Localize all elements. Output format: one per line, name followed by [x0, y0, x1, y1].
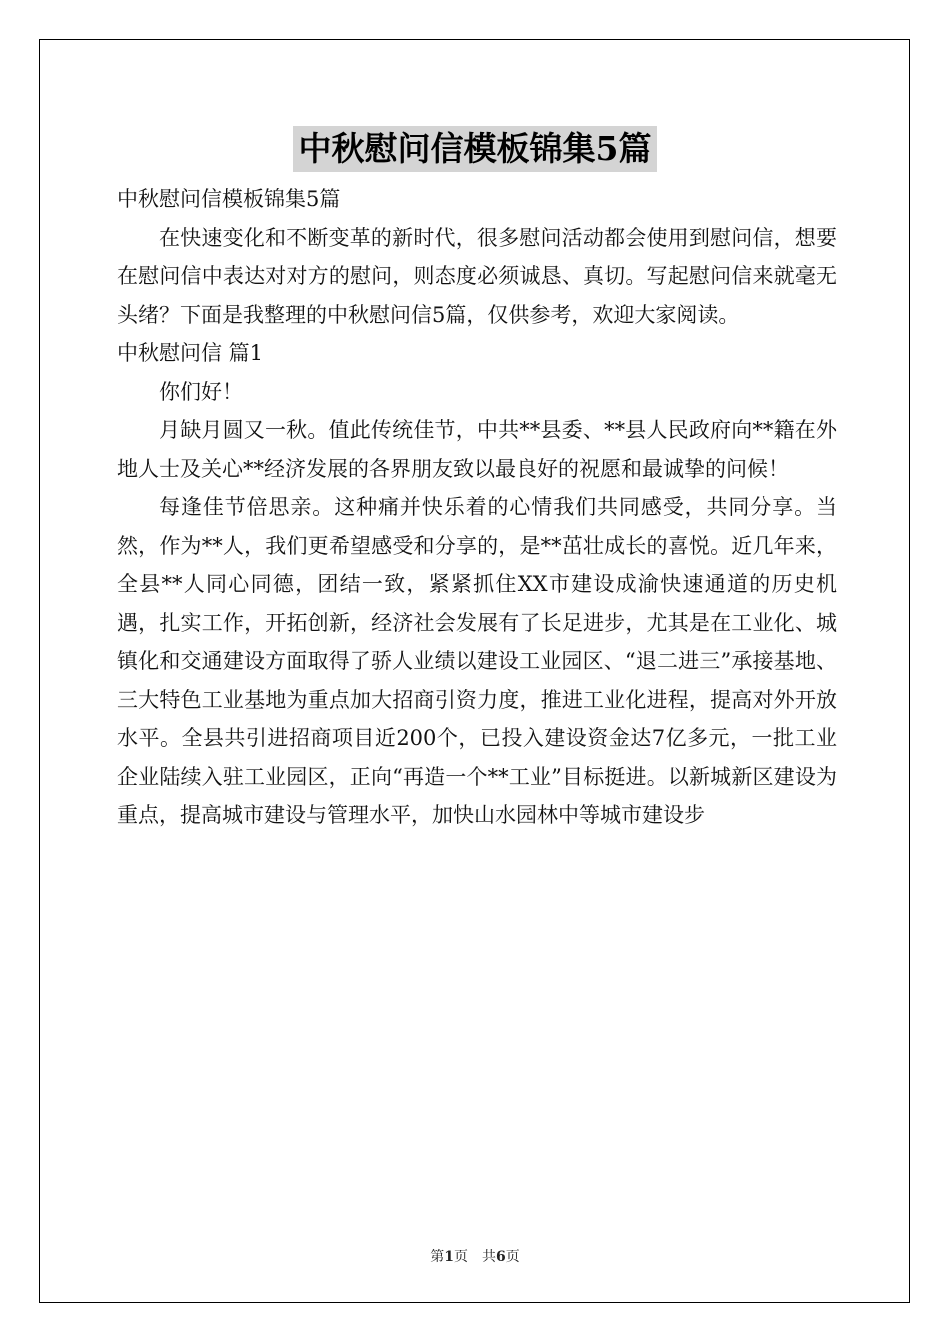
page-footer — [0, 1246, 950, 1266]
paragraph-1: 月缺月圆又一秋。值此传统佳节，中共**县委、**县人民政府向**籍在外地人士及关心**经济发展的各界朋友致以最良好的祝愿和最诚挚的问候！ — [117, 418, 837, 481]
footer-suffix: 页 — [505, 1249, 520, 1265]
title-block — [0, 126, 950, 172]
document-subtitle: 中秋慰问信模板锦集5篇 — [117, 187, 341, 211]
paragraph-2: 每逢佳节倍思亲。这种痛并快乐着的心情我们共同感受，共同分享。当然，作为**人，我们更希望感受和分享的，是**茁壮成长的喜悦。近几年来，全县**人同心同德，团结一致，紧紧抓住XX市建设成渝快速通道的历史机遇，扎实工作，开拓创新，经济社会发展有了长足进步，尤其是在工业化、城镇化和交通建设方面取得了骄人业绩以建设工业园区、“退二进三”承接基地、三大特色工业基地为重点加大招商引资力度，推进工业化进程，提高对外开放水平。全县共引进招商项目近200个，已投入建设资金达7亿多元，一批工业企业陆续入驻工业园区，正向“再造一个**工业”目标挺进。以新城新区建设为重点，提高城市建设与管理水平，加快山水园林中等城市建设步 — [117, 495, 837, 827]
footer-mid: 页 共 — [454, 1249, 496, 1265]
greeting: 你们好！ — [159, 379, 243, 404]
footer-page-total: 6 — [496, 1249, 506, 1265]
document-title: 中秋慰问信模板锦集5篇 — [293, 126, 658, 172]
footer-page-number: 1 — [444, 1249, 454, 1265]
intro-paragraph: 在快速变化和不断变革的新时代，很多慰问活动都会使用到慰问信，想要在慰问信中表达对对方的慰问，则态度必须诚恳、真切。写起慰问信来就毫无头绪？下面是我整理的中秋慰问信5篇，仅供参考，欢迎大家阅读。 — [117, 225, 837, 327]
document-body — [117, 180, 837, 835]
section-heading: 中秋慰问信 篇1 — [117, 341, 264, 365]
footer-prefix: 第 — [430, 1249, 445, 1265]
